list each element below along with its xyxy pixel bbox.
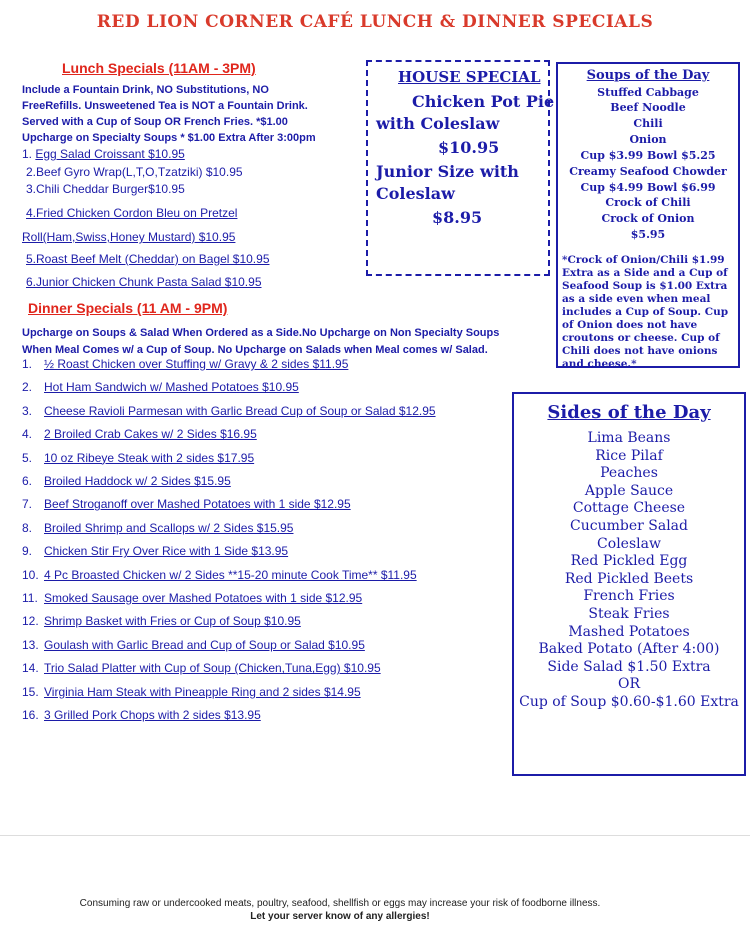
dinner-item-number: 8. xyxy=(22,520,33,535)
dinner-item-number: 12. xyxy=(22,614,39,629)
dinner-item-number: 14. xyxy=(22,661,39,676)
side-item: OR xyxy=(617,676,641,693)
dinner-item-number: 9. xyxy=(22,544,33,559)
lunch-item: 5.Roast Beef Melt (Cheddar) on Bagel $10.95 xyxy=(26,252,270,266)
dinner-item-number: 13. xyxy=(22,637,39,652)
dinner-item-text: Smoked Sausage over Mashed Potatoes with 1 side $12.95 xyxy=(44,591,363,605)
side-item: Mashed Potatoes xyxy=(568,623,690,640)
dinner-item-text: Beef Stroganoff over Mashed Potatoes with 1 side $12.95 xyxy=(44,497,351,512)
side-item: Cup of Soup $0.60-$1.60 Extra xyxy=(519,694,739,710)
dinner-item-text: 10 oz Ribeye Steak with 2 sides $17.95 xyxy=(44,450,255,465)
food-safety-notice: Consuming raw or undercooked meats, poultry, seafood, shellfish or eggs may increase your risk of foodborne illness. xyxy=(79,898,601,909)
sides-heading: Sides of the Day xyxy=(547,402,711,423)
dinner-item-number: 15. xyxy=(22,684,39,699)
house-line: Junior Size with xyxy=(376,162,519,181)
dinner-heading: Dinner Specials (11 AM - 9PM) xyxy=(28,300,228,316)
dinner-note-line: When Meal Comes w/ a Cup of Soup. No Upcharge on Salads when Meal comes w/ Salad. xyxy=(22,344,488,356)
dinner-item-text: 2 Broiled Crab Cakes w/ 2 Sides $16.95 xyxy=(44,427,257,442)
lunch-item: Roll(Ham,Swiss,Honey Mustard) $10.95 xyxy=(22,230,236,244)
dinner-item-text: Broiled Shrimp and Scallops w/ 2 Sides $15.95 xyxy=(44,520,294,535)
side-item: Lima Beans xyxy=(587,430,671,446)
side-item: Red Pickled Beets xyxy=(564,570,694,587)
dinner-item-text: Trio Salad Platter with Cup of Soup (Chicken,Tuna,Egg) $10.95 xyxy=(44,661,381,676)
soups-note: *Crock of Onion/Chili $1.99 Extra as a Side and a Cup of Seafood Soup is $1.00 Extra as a side even when meal includes a Cup of Soup. Cup of Onion does not have croutons or cheese. Cup of Chili does not have onions and cheese.* xyxy=(562,254,729,370)
dinner-item-text: Chicken Stir Fry Over Rice with 1 Side $13.95 xyxy=(44,544,289,559)
soup-line: $5.95 xyxy=(630,228,666,241)
soup-line: Crock of Onion xyxy=(601,212,695,225)
dinner-item-text: Shrimp Basket with Fries or Cup of Soup $10.95 xyxy=(44,614,301,629)
lunch-item: 2.Beef Gyro Wrap(L,T,O,Tzatziki) $10.95 xyxy=(26,165,243,179)
house-line: with Coleslaw xyxy=(376,114,500,133)
dinner-item-text: 4 Pc Broasted Chicken w/ 2 Sides **15-20 minute Cook Time** $11.95 xyxy=(44,567,417,582)
side-item: French Fries xyxy=(583,588,675,605)
side-item: Cottage Cheese xyxy=(572,500,686,517)
dinner-item-text: 3 Grilled Pork Chops with 2 sides $13.95 xyxy=(44,708,261,722)
allergy-notice: Let your server know of any allergies! xyxy=(250,911,430,922)
dinner-note xyxy=(22,325,562,359)
side-item: Side Salad $1.50 Extra xyxy=(547,658,711,675)
lunch-item: 6.Junior Chicken Chunk Pasta Salad $10.95 xyxy=(26,275,262,289)
house-special-heading: HOUSE SPECIAL xyxy=(398,68,541,86)
dinner-item-number: 10. xyxy=(22,567,39,582)
lunch-item: 4.Fried Chicken Cordon Bleu on Pretzel xyxy=(26,206,238,220)
dinner-item-text: Virginia Ham Steak with Pineapple Ring and 2 sides $14.95 xyxy=(44,684,361,699)
lunch-note xyxy=(22,82,362,146)
side-item: Cucumber Salad xyxy=(570,518,688,534)
dinner-item-number: 5. xyxy=(22,450,33,465)
soups-heading: Soups of the Day xyxy=(586,68,710,83)
dinner-item-text: Broiled Haddock w/ 2 Sides $15.95 xyxy=(44,474,231,488)
dinner-item-number: 3. xyxy=(22,403,33,418)
dinner-item-number: 7. xyxy=(22,497,33,512)
lunch-item: 3.Chili Cheddar Burger$10.95 xyxy=(26,182,185,196)
divider xyxy=(0,835,750,836)
soup-line: Onion xyxy=(629,133,667,146)
dinner-item-text: Hot Ham Sandwich w/ Mashed Potatoes $10.95 xyxy=(44,380,299,395)
dinner-item-text: ½ Roast Chicken over Stuffing w/ Gravy & 2 sides $11.95 xyxy=(44,357,349,371)
side-item: Baked Potato (After 4:00) xyxy=(538,641,720,658)
side-item: Apple Sauce xyxy=(584,482,674,499)
soup-line: Beef Noodle xyxy=(610,101,686,114)
soup-line: Stuffed Cabbage xyxy=(597,86,699,99)
side-item: Red Pickled Egg xyxy=(570,553,688,570)
lunch-note-line: Served with a Cup of Soup OR French Fries. *$1.00 xyxy=(22,116,288,128)
house-line: Coleslaw xyxy=(376,184,455,203)
dinner-item-number: 11. xyxy=(22,591,38,605)
menu-title: RED LION CORNER CAFÉ LUNCH & DINNER SPECIALS xyxy=(96,12,654,32)
side-item: Peaches xyxy=(600,465,658,482)
house-price: $10.95 xyxy=(438,138,500,157)
side-item: Rice Pilaf xyxy=(595,447,663,464)
sides-box xyxy=(512,392,746,776)
dinner-item-number: 1. xyxy=(22,357,33,371)
soups-box xyxy=(556,62,740,368)
dinner-item-number: 4. xyxy=(22,427,33,442)
soup-line: Cup $3.99 Bowl $5.25 xyxy=(580,149,716,162)
dinner-item-number: 2. xyxy=(22,380,33,395)
lunch-note-line: Include a Fountain Drink, NO Substitutions, NO xyxy=(22,84,269,96)
lunch-note-line: FreeRefills. Unsweetened Tea is NOT a Fountain Drink. xyxy=(22,100,308,112)
dinner-note-line: Upcharge on Soups & Salad When Ordered as a Side.No Upcharge on Non Specialty Soups xyxy=(22,327,500,339)
soup-line: Chili xyxy=(633,117,663,130)
soup-line: Creamy Seafood Chowder xyxy=(569,165,727,178)
lunch-heading: Lunch Specials (11AM - 3PM) xyxy=(62,60,256,76)
dinner-item-text: Goulash with Garlic Bread and Cup of Soup or Salad $10.95 xyxy=(44,637,365,652)
dinner-item-number: 16. xyxy=(22,708,39,722)
house-line: Chicken Pot Pie xyxy=(412,92,555,111)
side-item: Coleslaw xyxy=(597,535,661,552)
house-special-box xyxy=(366,60,555,276)
house-price: $8.95 xyxy=(432,208,483,227)
lunch-note-line: Upcharge on Specialty Soups * $1.00 Extra After 3:00pm xyxy=(22,132,316,144)
dinner-item-number: 6. xyxy=(22,474,33,488)
soup-line: Cup $4.99 Bowl $6.99 xyxy=(580,181,716,194)
dinner-item-text: Cheese Ravioli Parmesan with Garlic Bread Cup of Soup or Salad $12.95 xyxy=(44,403,436,418)
soup-line: Crock of Chili xyxy=(605,196,691,209)
side-item: Steak Fries xyxy=(588,606,670,622)
lunch-item: 1. Egg Salad Croissant $10.95 xyxy=(22,147,185,161)
